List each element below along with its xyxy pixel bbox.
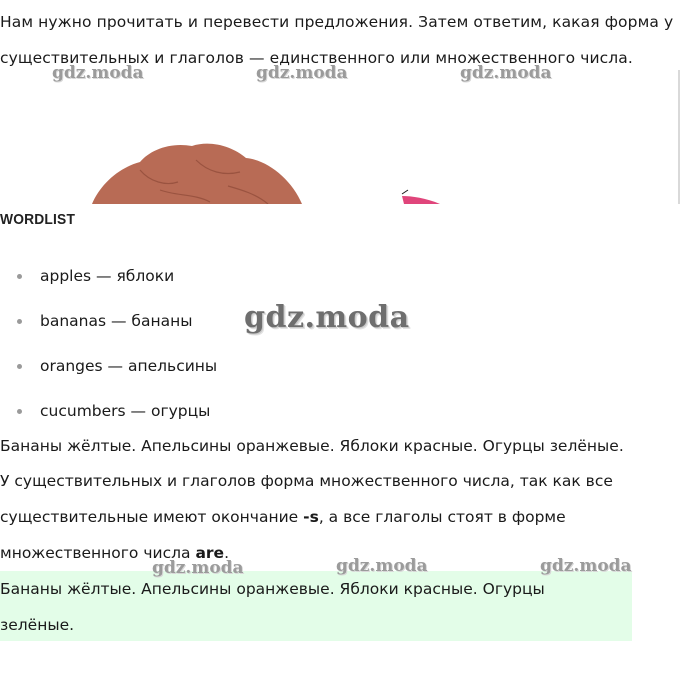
list-item-text: apples — яблоки bbox=[40, 267, 175, 285]
explanation-text: У существительных и глаголов форма множественного числа, так как все существительные имеют окончание bbox=[0, 472, 613, 526]
explanation-text: . bbox=[224, 544, 229, 562]
watermark: gdz.moda bbox=[540, 556, 632, 576]
list-item bbox=[0, 254, 217, 299]
list-item-text: bananas — бананы bbox=[40, 312, 193, 330]
explanation-text: , а все глаголы стоят в форме множественного числа bbox=[0, 508, 566, 562]
translation-paragraph: Бананы жёлтые. Апельсины оранжевые. Яблоки красные. Огурцы зелёные. bbox=[0, 437, 624, 455]
watermark: gdz.moda bbox=[336, 556, 428, 576]
brown-fruit-shape bbox=[92, 144, 302, 204]
watermark: gdz.moda bbox=[152, 558, 244, 578]
pink-fruit-shape bbox=[402, 190, 440, 204]
verb-form: are bbox=[195, 544, 225, 562]
fruit-illustration bbox=[0, 90, 680, 204]
watermark: gdz.moda bbox=[244, 300, 410, 335]
answer-text: Бананы жёлтые. Апельсины оранжевые. Яблоки красные. Огурцы зелёные. bbox=[0, 580, 545, 634]
answer-box bbox=[0, 571, 632, 641]
plural-suffix: -s bbox=[303, 508, 319, 526]
bullet-icon bbox=[17, 364, 22, 369]
list-item-text: oranges — апельсины bbox=[40, 357, 218, 375]
bullet-icon bbox=[17, 409, 22, 414]
wordlist bbox=[0, 254, 217, 434]
wordlist-heading: WORDLIST bbox=[0, 211, 76, 228]
bullet-icon bbox=[17, 319, 22, 324]
list-item bbox=[0, 344, 217, 389]
watermark: gdz.moda bbox=[460, 63, 552, 83]
list-item-text: cucumbers — огурцы bbox=[40, 402, 211, 420]
watermark: gdz.moda bbox=[256, 63, 348, 83]
bullet-icon bbox=[17, 274, 22, 279]
watermark: gdz.moda bbox=[52, 63, 144, 83]
list-item bbox=[0, 299, 217, 344]
explanation-paragraph bbox=[0, 463, 660, 571]
intro-paragraph: Нам нужно прочитать и перевести предложения. Затем ответим, какая форма у существительных и глаголов — единственного или множественного числа. bbox=[0, 13, 674, 67]
